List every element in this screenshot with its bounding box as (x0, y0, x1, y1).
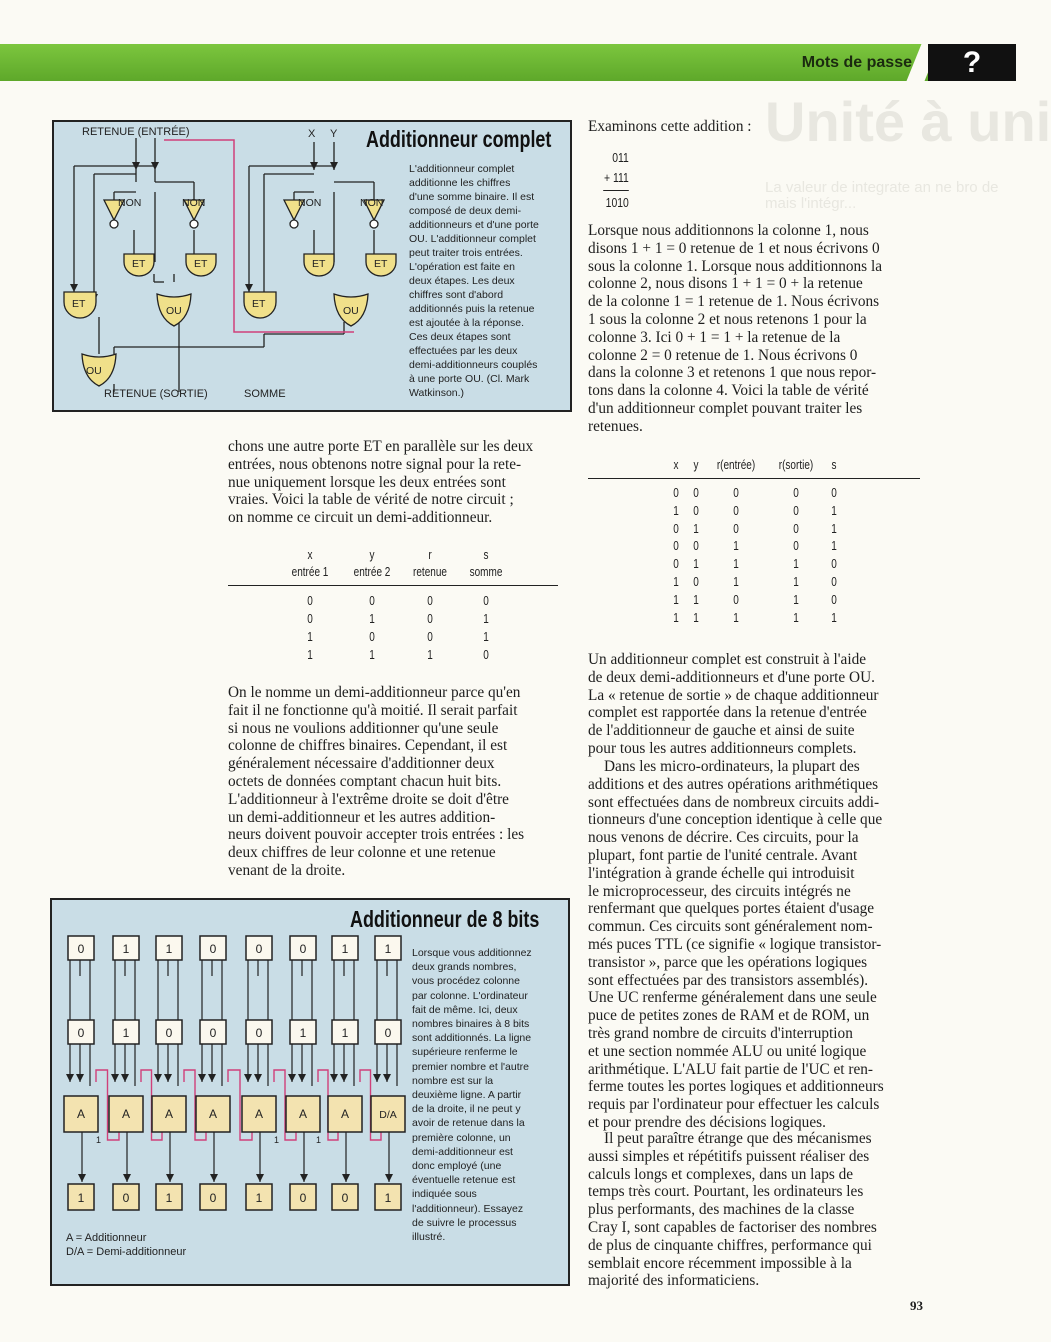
full-table-cell: 1 (673, 592, 679, 607)
eight-bit-adder-title: Additionneur de 8 bits (350, 906, 540, 932)
svg-text:ET: ET (72, 298, 86, 310)
input-b-bit: 1 (122, 1026, 130, 1040)
input-b-bit: 1 (341, 1026, 349, 1040)
full-table-cell: 1 (693, 521, 699, 536)
sum-label: SOMME (244, 388, 286, 400)
full-table-cell: 0 (793, 486, 799, 500)
full-table-cell: 1 (693, 557, 699, 572)
svg-text:ET: ET (252, 298, 266, 310)
svg-text:NON: NON (360, 197, 384, 209)
half-table-cell: 0 (369, 630, 375, 644)
adder-label: A (340, 1107, 350, 1121)
input-a-bit: 0 (77, 942, 85, 956)
full-table-cell: 0 (831, 557, 837, 572)
half-table-cell: 0 (369, 594, 375, 608)
full-table-cell: 0 (693, 575, 699, 589)
full-table-cell: 1 (733, 557, 739, 572)
svg-text:ET: ET (312, 258, 326, 270)
half-table-cell: 0 (427, 612, 433, 626)
full-table-cell: 1 (793, 610, 799, 625)
svg-text:OU: OU (166, 305, 182, 317)
right-text-2: Un additionneur complet est construit à l'aide de deux demi-additionneurs et d'une porte OU. La « retenue de sortie » de chaque additionneur complet est rapportée dans la retenue d'entrée de l'additionneur de gauche et ainsi de suite pour tous les autres additionneurs complets. (588, 651, 879, 757)
right-text-4: Il peut paraître étrange que des mécanismes aussi simples et répétitifs puissent réaliser des calculs longs et complexes, dans un laps de temps très court. Pourtant, les ordinateurs les plus performants, des machines de la classe Cray I, sont capables de factoriser des nombres de plus de cinquante chiffres, performance qui semblait encore récemment impossible à la majorité des informaticiens. (588, 1130, 877, 1290)
result-bit: 1 (165, 1191, 173, 1205)
full-table-cell: 0 (733, 521, 739, 536)
half-table-cell: 0 (483, 648, 489, 662)
half-table-cell: 1 (307, 630, 313, 644)
full-adder-title: Additionneur complet (366, 126, 552, 152)
input-b-bit: 0 (77, 1026, 85, 1040)
right-text-1: Lorsque nous additionnons la colonne 1, nous disons 1 + 1 = 0 retenue de 1 et nous écrivons 0 sous la colonne 1. Lorsque nous additionnons la colonne 2, nous disons 1 + 1 = 0 + la retenue de la colonne 1 = 1 retenue de 1. Nous écrivons 1 sous la colonne 2 et nous retenons 1 pour la colonne 3. Ici 0 + 1 = 1 + la retenue de la colonne 2 = 0 retenue de 1. Nous écrivons 0 dans la colonne 3 et retenons 1 que nous repor- tons dans la colonne 4. Voici la table de vérité d'un additionneur complet pouvant traiter les retenues. (588, 222, 883, 435)
full-table-cell: 0 (673, 486, 679, 500)
input-b-bit: 0 (165, 1026, 173, 1040)
result-bit: 0 (122, 1191, 130, 1205)
page-number: 93 (910, 1298, 923, 1313)
full-table-cell: 1 (793, 557, 799, 572)
full-table-cell: 0 (831, 592, 837, 607)
full-table-cell: 1 (793, 592, 799, 607)
half-table-cell: 1 (369, 648, 375, 662)
full-table-cell: 1 (733, 575, 739, 589)
full-adder-panel (52, 120, 572, 412)
full-table-cell: 0 (693, 503, 699, 518)
half-table-cell: 1 (369, 612, 375, 626)
half-table-cell: 0 (483, 594, 489, 608)
full-table-cell: 1 (831, 521, 837, 536)
full-table-cell: 0 (831, 486, 837, 500)
adder-label: A (121, 1107, 131, 1121)
full-table-cell: 0 (733, 503, 739, 518)
full-table-cell: 0 (793, 521, 799, 536)
svg-text:ET: ET (194, 258, 208, 270)
full-adder-table: x y r(entrée) r(sortie) s 0 0 0 0 0 1 0 0 0 1 0 1 0 0 1 0 0 1 0 1 0 1 1 1 0 1 0 1 1 0 1 1 0 1 0 1 1 1 1 1 (588, 458, 920, 628)
input-a-bit: 0 (255, 942, 263, 956)
carry-mark: 1 (274, 1135, 280, 1145)
half-table-cell: 1 (483, 612, 489, 626)
half-adder-table: x y r s entrée 1 entrée 2 retenue somme 0 0 0 0 0 1 0 1 1 0 0 1 1 1 1 0 (228, 548, 558, 668)
input-a-bit: 1 (384, 942, 392, 956)
full-table-cell: 0 (793, 503, 799, 518)
not-label: NON (118, 197, 142, 209)
result-bit: 1 (255, 1191, 263, 1205)
half-table-cell: 0 (427, 594, 433, 608)
full-table-cell: 0 (673, 557, 679, 572)
right-text-3: Dans les micro-ordinateurs, la plupart des additions et des autres opérations arithmétiques sont effectuées dans de nombreux circuits addi- tionneurs d'une conception identique à celle que nous venons de décrire. Ces circuits, pour la plupart, font partie de l'unité centrale. Avant l'intégration à grande échelle qui introduisit le microprocesseur, des circuits intégrés ne renfermant que quelques portes étaient d'usage commun. Ces circuits sont généralement nom- més puces TTL (ce signifie « logique transistor- transistor », parce que les opérations logiques sont effectuées par des transistors assemblés). Une UC renferme généralement dans une seule puce de petites zones de RAM et de ROM, un très grand nombre de circuits d'interruption et une section nommée ALU ou unité logique arithmétique. L'ALU fait partie de l'UC et ren- ferme toutes les portes logiques et additionneurs requis par l'ordinateur pour effectuer les calculs et pour prendre des décisions logiques. (588, 758, 884, 1131)
full-table-cell: 1 (831, 503, 837, 518)
full-table-cell: 1 (831, 539, 837, 554)
y-label: Y (330, 128, 338, 140)
full-table-cell: 1 (673, 575, 679, 589)
svg-text:NON: NON (298, 197, 322, 209)
half-table-cell: 1 (483, 630, 489, 644)
legend-half-adder: D/A = Demi-additionneur (66, 1246, 187, 1258)
carry-out-label: RETENUE (SORTIE) (104, 388, 208, 400)
full-table-cell: 1 (693, 592, 699, 607)
half-table-cell: 0 (427, 630, 433, 644)
result-bit: 0 (341, 1191, 349, 1205)
half-table-cell: 0 (307, 612, 313, 626)
eight-bit-adder-caption: Lorsque vous additionnez deux grands nombres, vous procédez colonne par colonne. L'ordinateur fait de même. Ici, deux nombres binaires à 8 bits sont additionnés. La ligne supérieure renferme le premier nombre et l'autre nombre est sur la deuxième ligne. A partir de la droite, il ne peut y avoir de retenue dans la première colonne, un demi-additionneur est donc employé (une éventuelle retenue est indiquée sous l'additionneur). Essayez de suivre le processus illustré. (412, 947, 532, 1244)
adder-label: D/A (379, 1109, 397, 1121)
x-label: X (308, 128, 316, 140)
result-bit: 0 (299, 1191, 307, 1205)
full-table-cell: 0 (733, 592, 739, 607)
input-a-bit: 1 (165, 942, 173, 956)
full-table-cell: 0 (673, 539, 679, 554)
question-badge: ? (928, 44, 1016, 81)
adder-label: A (76, 1107, 86, 1121)
left-text-2: On le nomme un demi-additionneur parce qu'en fait il ne fonctionne qu'à moitié. Il serait parfait si nous ne voulions additionner qu'une seule colonne de chiffres binaires. Cependant, il est généralement nécessaire d'additionner deux octets de données comptant chacun huit bits. L'additionneur à l'extrême droite se doit d'être un demi-additionneur et les autres addition- neurs doivent pouvoir accepter trois entrées : les deux chiffres de leur colonne et une retenue venant de la droite. (228, 684, 525, 879)
full-table-cell: 1 (831, 610, 837, 625)
svg-text:OU: OU (86, 365, 102, 377)
full-table-cell: 1 (673, 503, 679, 518)
result-bit: 0 (209, 1191, 217, 1205)
carry-in-label: RETENUE (ENTRÉE) (82, 126, 190, 138)
input-b-bit: 1 (299, 1026, 307, 1040)
full-table-cell: 1 (793, 575, 799, 589)
full-table-cell: 0 (831, 575, 837, 589)
adder-label: A (298, 1107, 308, 1121)
adder-label: A (254, 1107, 264, 1121)
half-table-cell: 0 (307, 594, 313, 608)
full-table-cell: 0 (693, 539, 699, 554)
svg-text:ET: ET (132, 258, 146, 270)
right-intro: Examinons cette addition : (588, 118, 752, 135)
carry-mark: 1 (316, 1135, 322, 1145)
adder-label: A (208, 1107, 218, 1121)
result-bit: 1 (384, 1191, 392, 1205)
full-table-cell: 0 (693, 486, 699, 500)
input-a-bit: 0 (299, 942, 307, 956)
show-through-text: Unité à uni La valeur de integrate an ne bro de mais l'intégr... (765, 90, 1051, 212)
half-table-cell: 1 (307, 648, 313, 662)
input-b-bit: 0 (384, 1026, 392, 1040)
input-a-bit: 1 (341, 942, 349, 956)
half-table-cell: 1 (427, 648, 433, 662)
result-bit: 1 (77, 1191, 85, 1205)
eight-bit-adder-panel (50, 898, 570, 1286)
input-b-bit: 0 (209, 1026, 217, 1040)
binary-sum: 011 + 111 1010 (603, 148, 629, 213)
section-title: Mots de passe (801, 54, 912, 71)
full-table-cell: 1 (673, 610, 679, 625)
header-band (0, 44, 1016, 81)
legend-adder: A = Additionneur (66, 1232, 147, 1244)
full-table-cell: 0 (733, 486, 739, 500)
svg-text:OU: OU (343, 305, 359, 317)
full-table-cell: 1 (733, 610, 739, 625)
full-table-cell: 1 (693, 610, 699, 625)
svg-text:ET: ET (374, 258, 388, 270)
left-text-1: chons une autre porte ET en parallèle sur les deux entrées, nous obtenons notre signal pour la rete- nue uniquement lorsque les deux entrées sont vraies. Voici la table de vérité de notre circuit ; on nomme ce circuit un demi-additionneur. (228, 438, 534, 527)
full-table-cell: 1 (733, 539, 739, 554)
full-table-cell: 0 (793, 539, 799, 554)
svg-text:NON: NON (182, 197, 206, 209)
input-a-bit: 0 (209, 942, 217, 956)
adder-label: A (164, 1107, 174, 1121)
full-adder-caption: L'additionneur complet additionne les chiffres d'une somme binaire. Il est composé de deux demi- additionneurs et d'une porte OU. L'additionneur complet peut traiter trois entrées. L'opération est faite en deux étapes. Les deux chiffres sont d'abord additionnés puis la retenue est ajoutée à la réponse. Ces deux étapes sont effectuées par les deux demi-additionneurs couplés à une porte OU. (Cl. Mark Watkinson.) (409, 163, 539, 399)
carry-mark: 1 (96, 1135, 102, 1145)
full-table-cell: 0 (673, 521, 679, 536)
input-b-bit: 0 (255, 1026, 263, 1040)
input-a-bit: 1 (122, 942, 130, 956)
